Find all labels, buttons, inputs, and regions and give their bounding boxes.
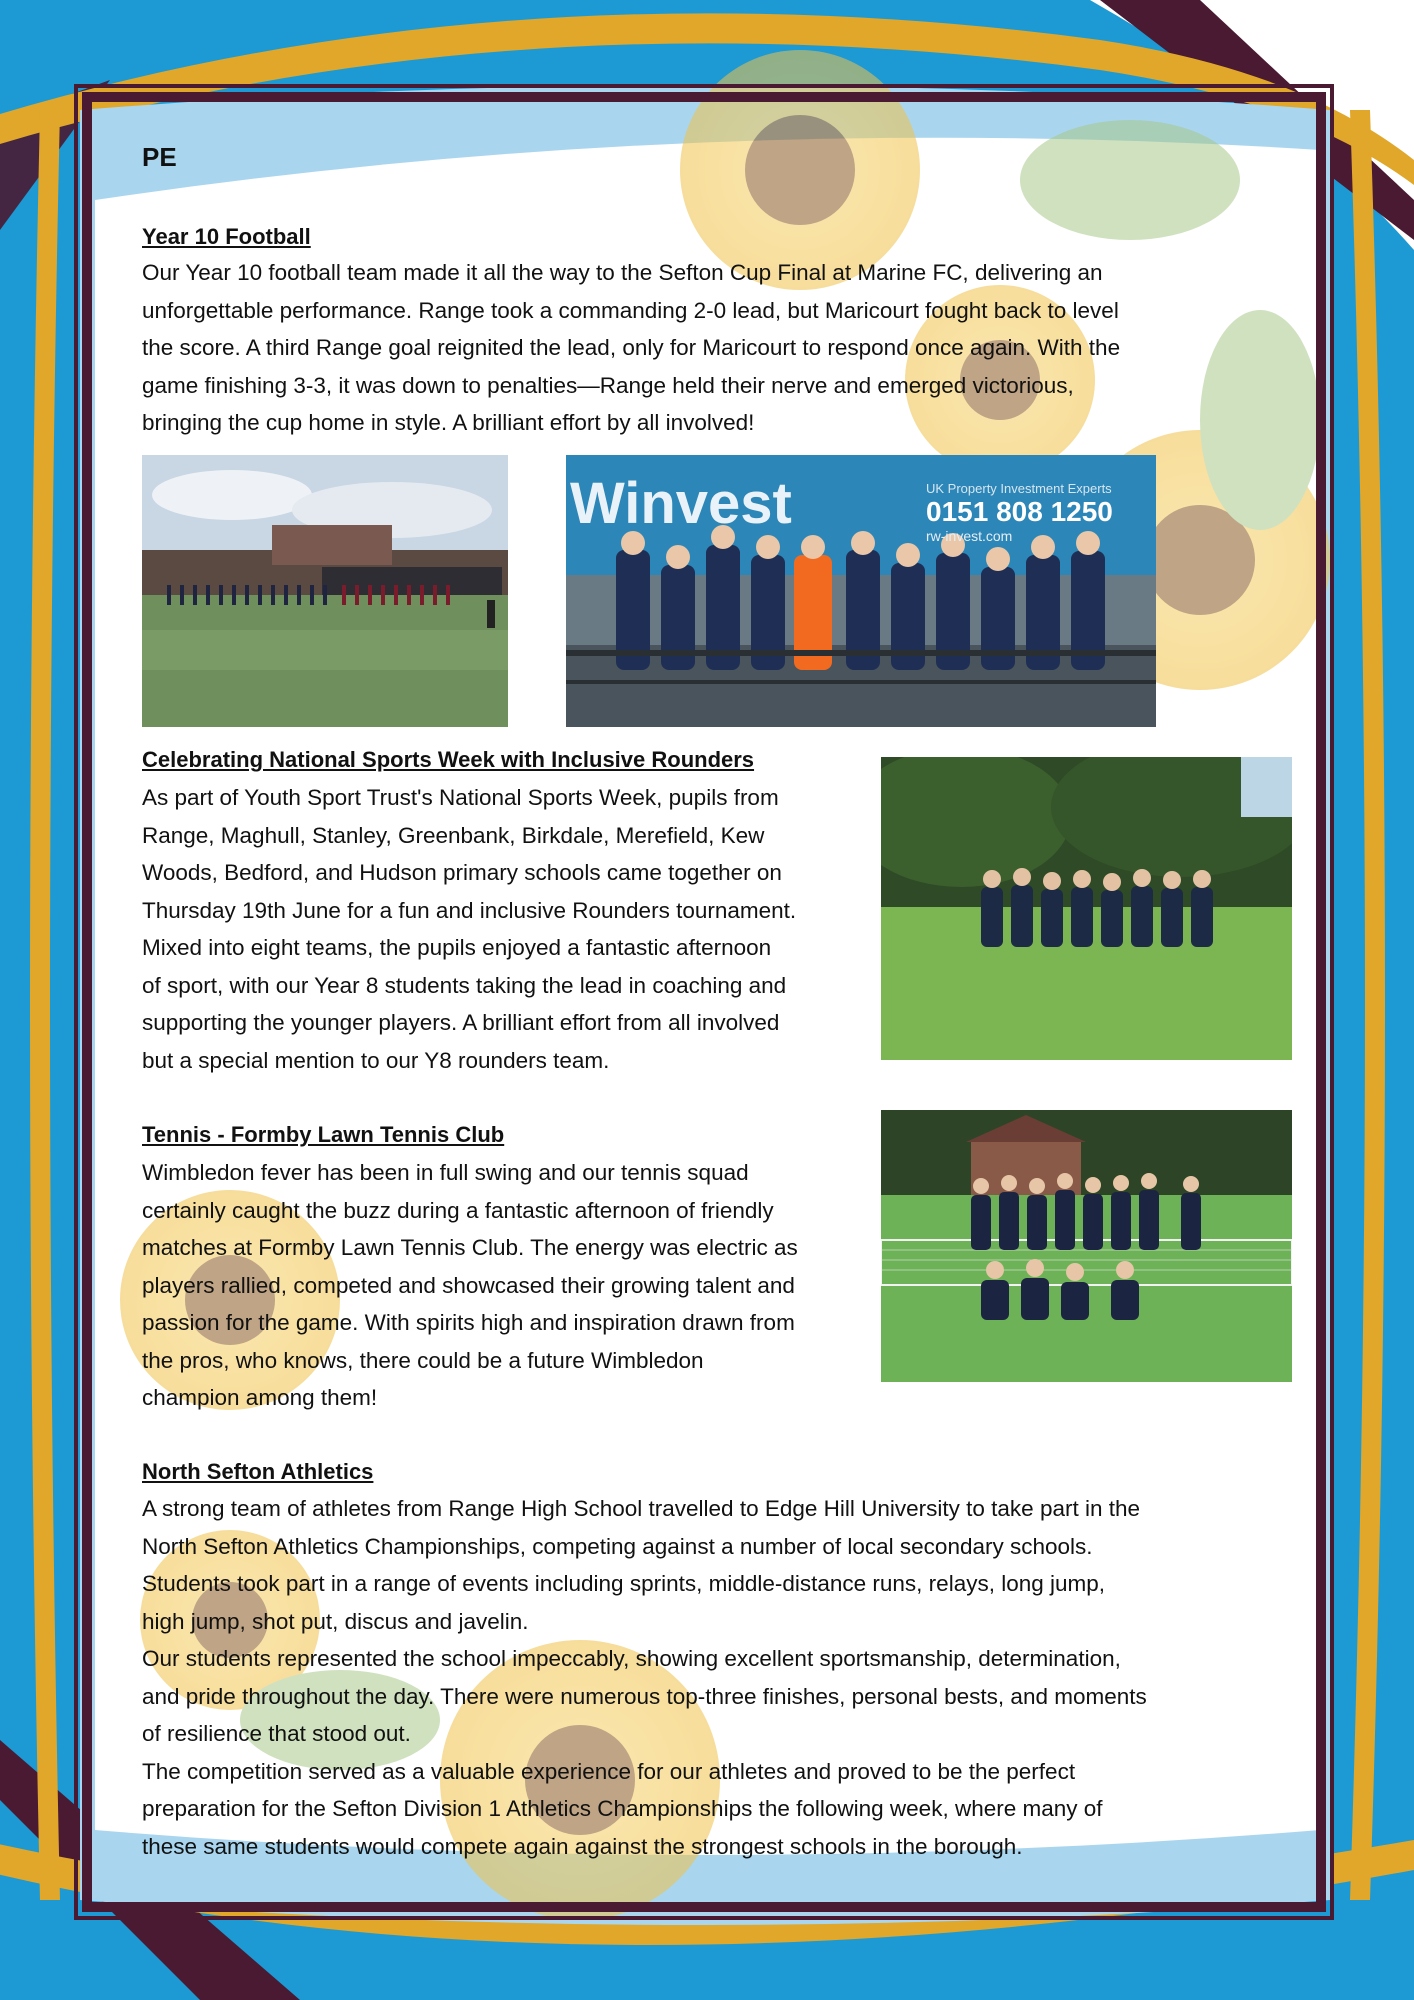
football-team-photo [566,455,1156,727]
text-line: certainly caught the buzz during a fantastic afternoon of friendly [142,1197,774,1223]
tennis-image [881,1110,1292,1382]
tennis-title: Tennis - Formby Lawn Tennis Club [142,1122,505,1147]
text-line: of sport, with our Year 8 students taking the lead in coaching and [142,972,787,998]
text-line: preparation for the Sefton Division 1 Athletics Championships the following week, where many of [142,1796,1103,1821]
rounders-title: Celebrating National Sports Week with Inclusive Rounders [142,747,755,772]
text-line: champion among them! [142,1385,378,1410]
text-line: A strong team of athletes from Range High School travelled to Edge Hill University to take part in the [142,1496,1141,1521]
text-line: supporting the younger players. A brilliant effort from all involved [142,1010,780,1035]
text-line: players rallied, competed and showcased their growing talent and [142,1272,795,1298]
text-line: Range, Maghull, Stanley, Greenbank, Birkdale, Merefield, Kew [142,822,765,848]
text-line: Our students represented the school impeccably, showing excellent sportsmanship, determination, [142,1646,1121,1671]
newsletter-page [142,0,1292,2000]
athletics-body [142,1490,1302,1865]
tennis-body [142,1154,882,1417]
text-line: Woods, Bedford, and Hudson primary schools came together on [142,860,782,885]
text-line: unforgettable performance. Range took a commanding 2-0 lead, but Maricourt fought back to level [142,297,1119,323]
text-line: North Sefton Athletics Championships, competing against a number of local secondary schools. [142,1533,1093,1559]
text-line: Wimbledon fever has been in full swing and our tennis squad [142,1160,749,1185]
text-line: the score. A third Range goal reignited the lead, only for Maricourt to respond once again. With the [142,335,1121,360]
text-line: passion for the game. With spirits high and inspiration drawn from [142,1310,795,1335]
text-line: these same students would compete again against the strongest schools in the borough. [142,1833,1023,1859]
text-line: and pride throughout the day. There were numerous top-three finishes, personal bests, and moments [142,1683,1147,1709]
football-body [142,254,1302,442]
rounders-image [881,757,1292,1060]
text-line: but a special mention to our Y8 rounders team. [142,1047,610,1073]
text-line: Thursday 19th June for a fun and inclusive Rounders tournament. [142,897,797,923]
text-line: the pros, who knows, there could be a future Wimbledon [142,1347,704,1373]
text-line: bringing the cup home in style. A brilliant effort by all involved! [142,410,755,435]
banner-url: rw-invest.com [926,528,1013,544]
rounders-photo [881,757,1292,1060]
text-line: game finishing 3-3, it was down to penalties—Range held their nerve and emerged victorious, [142,372,1074,398]
page-heading: PE [142,142,177,172]
text-line: Students took part in a range of events including sprints, middle-distance runs, relays, long jump, [142,1571,1106,1596]
rounders-body [142,779,882,1079]
football-pitch-photo [142,455,508,727]
football-title: Year 10 Football [142,224,311,249]
text-line: of resilience that stood out. [142,1721,411,1746]
text-line: matches at Formby Lawn Tennis Club. The energy was electric as [142,1235,798,1260]
banner-phone: 0151 808 1250 [926,496,1113,527]
banner-brand: Winvest [570,471,792,536]
text-line: The competition served as a valuable experience for our athletes and proved to be the perfect [142,1758,1076,1784]
text-line: high jump, shot put, discus and javelin. [142,1608,529,1634]
athletics-title: North Sefton Athletics [142,1459,374,1484]
banner-tagline: UK Property Investment Experts [926,481,1112,496]
text-line: Our Year 10 football team made it all the way to the Sefton Cup Final at Marine FC, delivering an [142,260,1103,285]
text-line: Mixed into eight teams, the pupils enjoyed a fantastic afternoon [142,935,772,960]
team-image [566,455,1156,727]
text-line: As part of Youth Sport Trust's National Sports Week, pupils from [142,785,779,810]
tennis-photo [881,1110,1292,1382]
pitch-image [142,455,508,727]
